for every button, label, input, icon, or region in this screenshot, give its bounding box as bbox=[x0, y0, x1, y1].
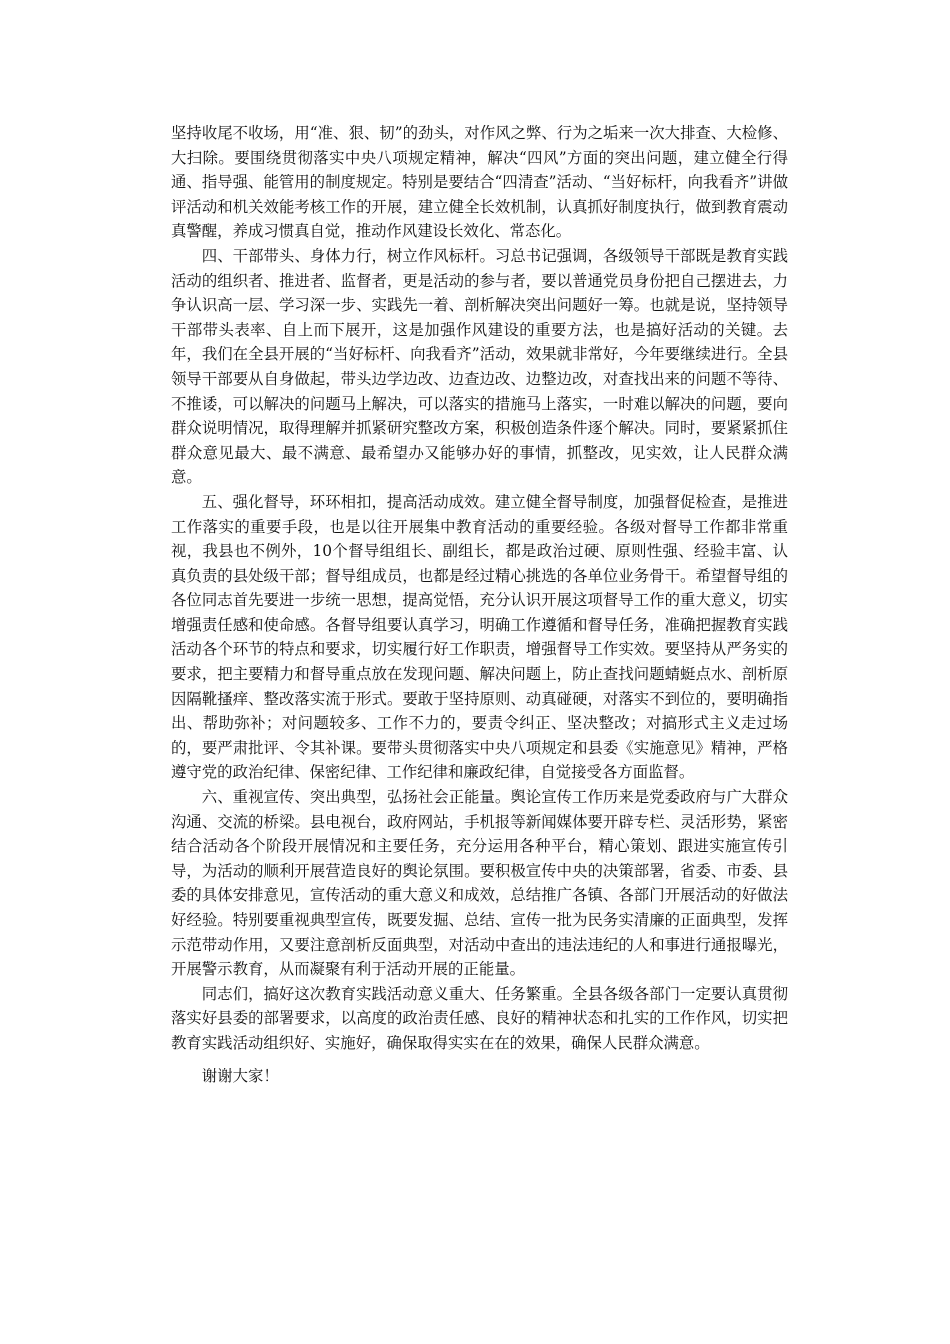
paragraph-thanks: 谢谢大家！ bbox=[201, 1066, 279, 1085]
document-page bbox=[171, 121, 788, 1088]
paragraph-section-five: 五、强化督导，环环相扣，提高活动成效。建立健全督导制度，加强督促检查，是推进工作落实的重要手段，也是以往开展集中教育活动的重要经验。各级对督导工作都非常重视，我县也不例外，10个督导组组长、副组长，都是政治过硬、原则性强、经验丰富、认真负责的县处级干部；督导组成员，也都是经过精心挑选的各单位业务骨干。希望督导组的各位同志首先要进一步统一思想，提高觉悟，充分认识开展这项督导工作的重大意义，切实增强责任感和使命感。各督导组要认真学习，明确工作遵循和督导任务，准确把握教育实践活动各个环节的特点和要求，切实履行好工作职责，增强督导工作实效。要坚持从严务实的要求，把主要精力和督导重点放在发现问题、解决问题上，防止查找问题蜻蜓点水、剖析原因隔靴搔痒、整改落实流于形式。要敢于坚持原则、动真碰硬，对落实不到位的，要明确指出、帮助弥补；对问题较多、工作不力的，要责令纠正、坚决整改；对搞形式主义走过场的，要严肃批评、令其补课。要带头贯彻落实中央八项规定和县委《实施意见》精神，严格遵守党的政治纪律、保密纪律、工作纪律和廉政纪律，自觉接受各方面监督。 bbox=[171, 492, 788, 782]
paragraph-closing: 同志们，搞好这次教育实践活动意义重大、任务繁重。全县各级各部门一定要认真贯彻落实好县委的部署要求，以高度的政治责任感、良好的精神状态和扎实的工作作风，切实把教育实践活动组织好、实施好，确保取得实实在在的效果，确保人民群众满意。 bbox=[171, 984, 788, 1052]
paragraph-continuation: 坚持收尾不收场，用“准、狠、韧”的劲头，对作风之弊、行为之垢来一次大排查、大检修、大扫除。要围绕贯彻落实中央八项规定精神，解决“四风”方面的突出问题，建立健全行得通、指导强、能管用的制度规定。特别是要结合“四清查”活动、“当好标杆，向我看齐”讲做评活动和机关效能考核工作的开展，建立健全长效机制，认真抓好制度执行，做到教育震动真警醒，养成习惯真自觉，推动作风建设长效化、常态化。 bbox=[171, 124, 788, 241]
paragraph-section-six: 六、重视宣传、突出典型，弘扬社会正能量。舆论宣传工作历来是党委政府与广大群众沟通、交流的桥梁。县电视台，政府网站，手机报等新闻媒体要开辟专栏、灵活形势，紧密结合活动各个阶段开展情况和主要任务，充分运用各种平台，精心策划、跟进实施宣传引导，为活动的顺利开展营造良好的舆论氛围。要积极宣传中央的决策部署，省委、市委、县委的具体安排意见，宣传活动的重大意义和成效，总结推广各镇、各部门开展活动的好做法好经验。特别要重视典型宣传，既要发掘、总结、宣传一批为民务实清廉的正面典型，发挥示范带动作用，又要注意剖析反面典型，对活动中查出的违法违纪的人和事进行通报曝光，开展警示教育，从而凝聚有利于活动开展的正能量。 bbox=[171, 788, 788, 979]
paragraph-section-four: 四、干部带头、身体力行，树立作风标杆。习总书记强调，各级领导干部既是教育实践活动的组织者、推进者、监督者，更是活动的参与者，要以普通党员身份把自己摆进去，力争认识高一层、学习深一步、实践先一着、剖析解决突出问题好一筹。也就是说，坚持领导干部带头表率、自上而下展开，这是加强作风建设的重要方法，也是搞好活动的关键。去年，我们在全县开展的“当好标杆、向我看齐”活动，效果就非常好，今年要继续进行。全县领导干部要从自身做起，带头边学边改、边查边改、边整边改，对查找出来的问题不等待、不推诿，可以解决的问题马上解决，可以落实的措施马上落实，一时难以解决的问题，要向群众说明情况，取得理解并抓紧研究整改方案，积极创造条件逐个解决。同时，要紧紧抓住群众意见最大、最不满意、最希望办又能够办好的事情，抓整改，见实效，让人民群众满意。 bbox=[171, 246, 788, 487]
